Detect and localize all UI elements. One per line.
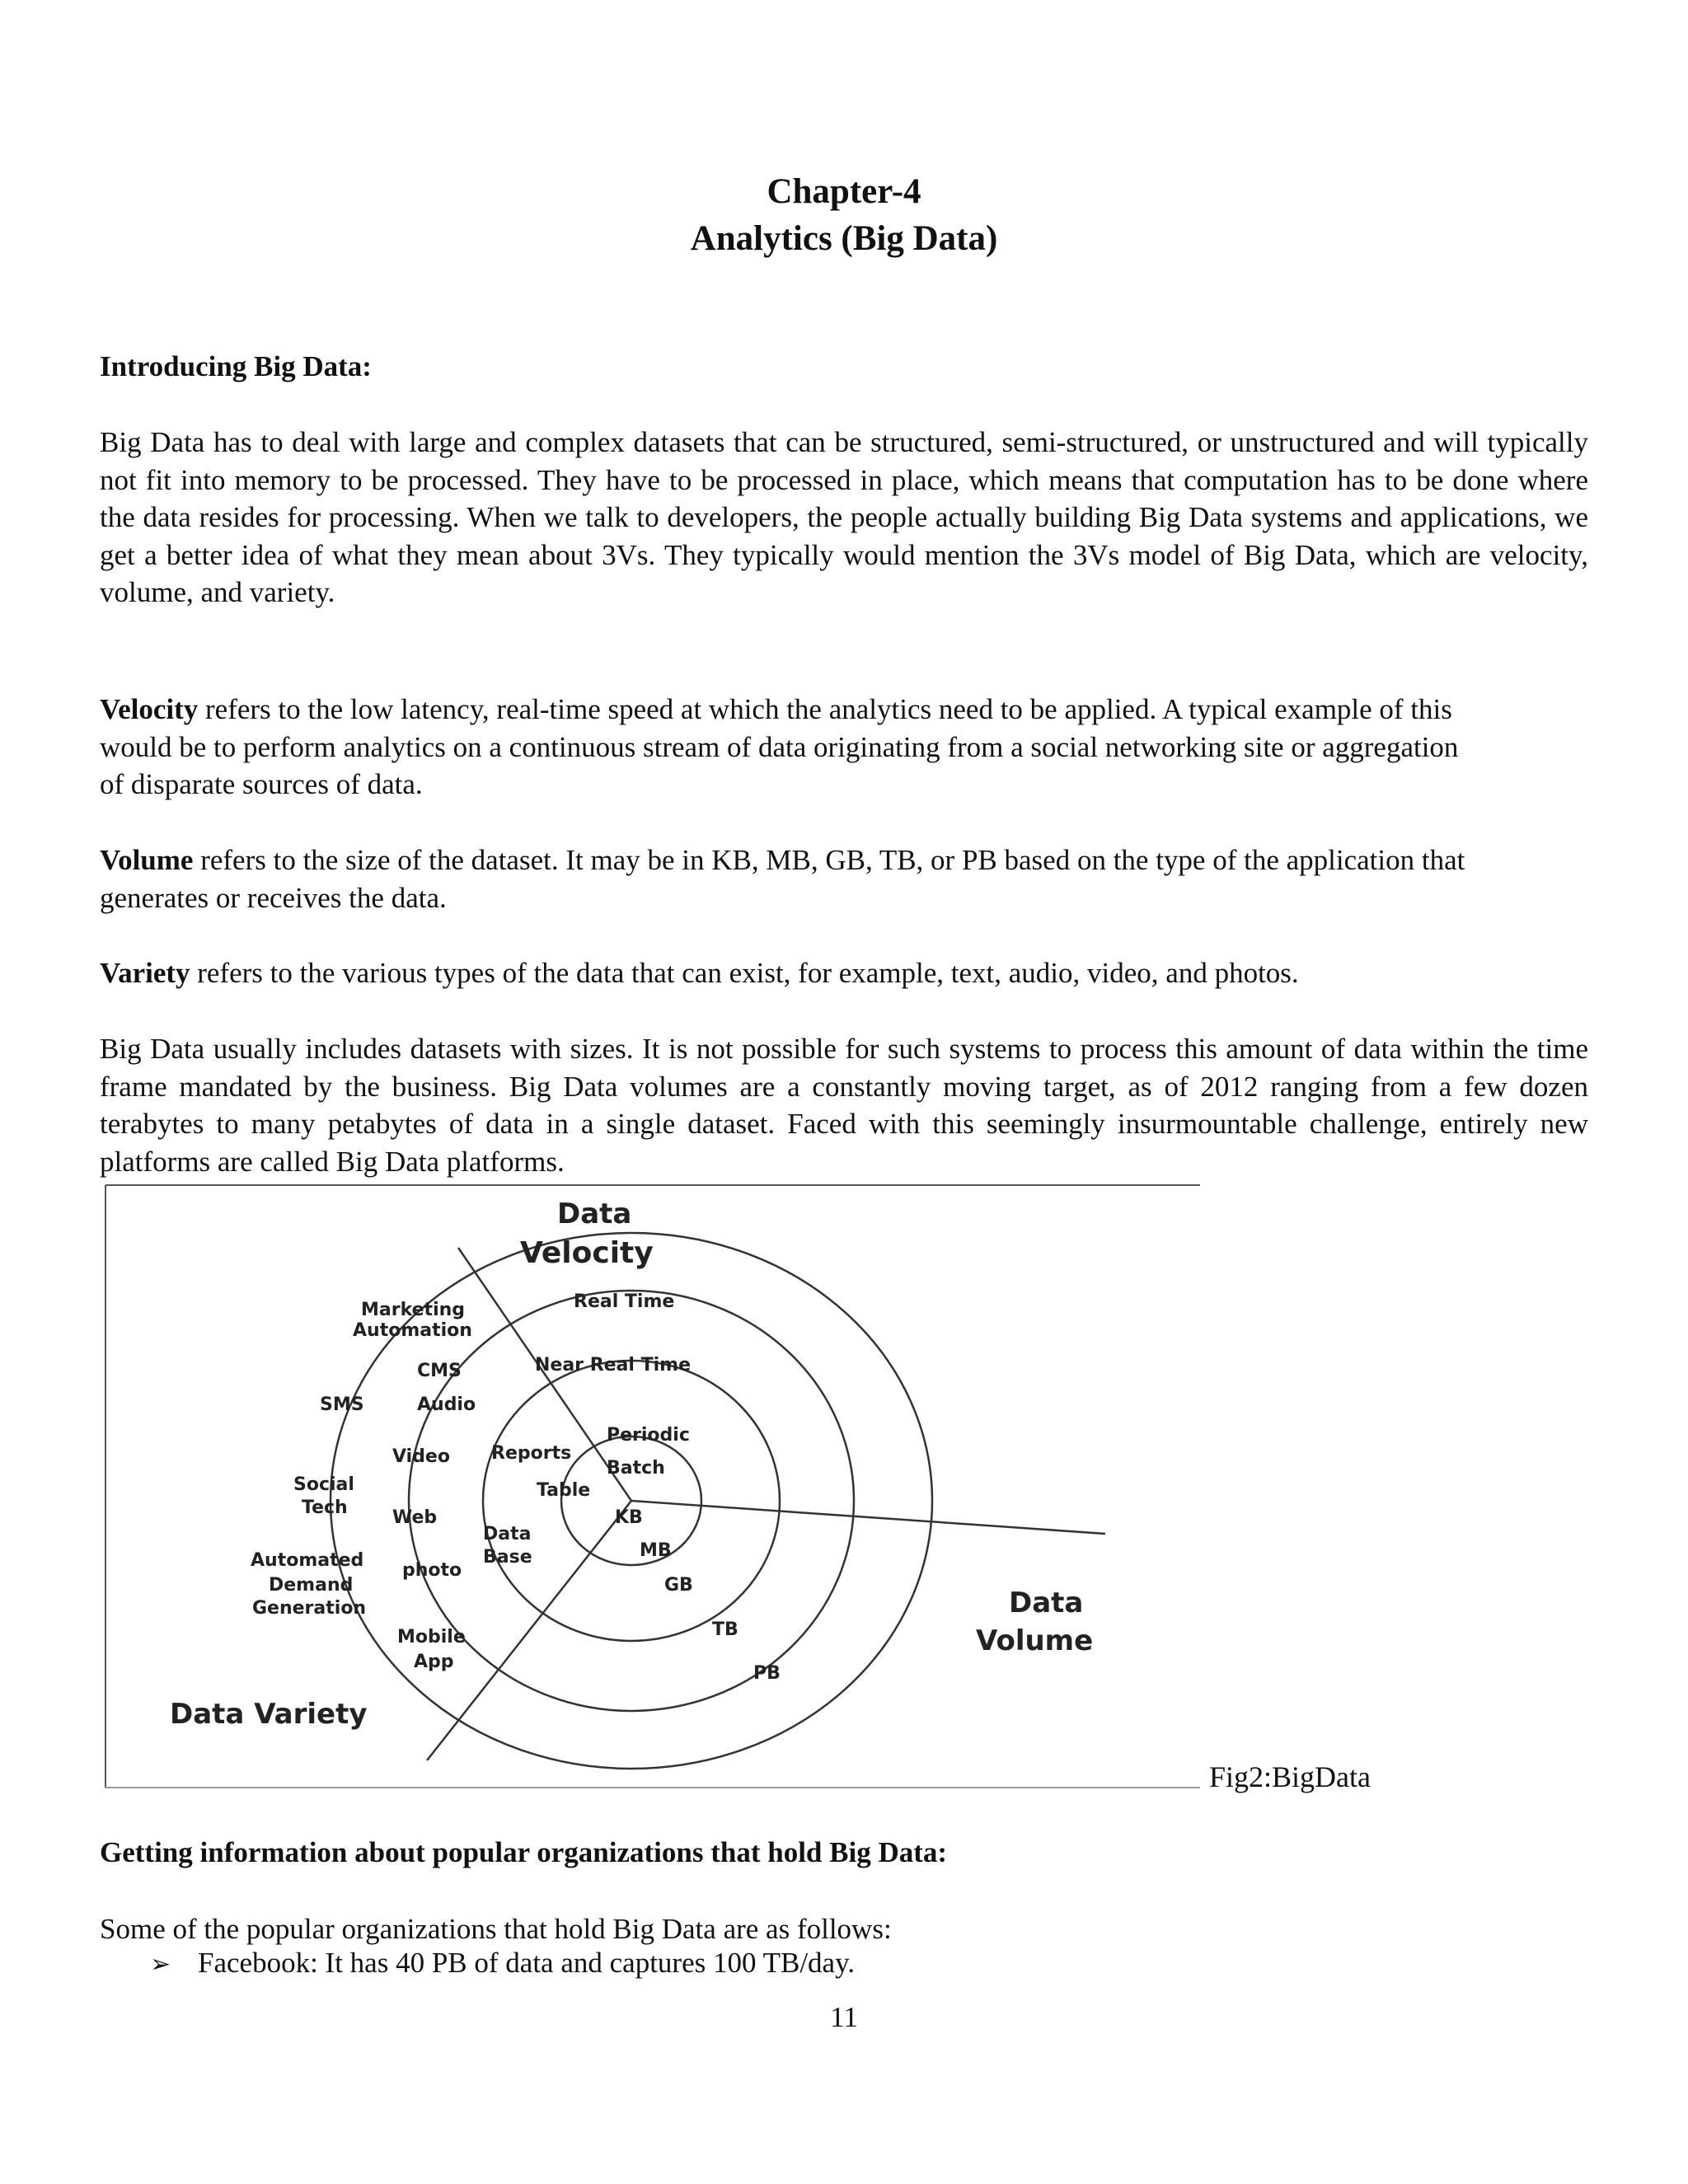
variety-label-photo: photo: [402, 1560, 462, 1581]
variety-label-base: Base: [483, 1547, 532, 1568]
velocity-term: Velocity: [100, 693, 199, 725]
variety-label-web: Web: [392, 1507, 438, 1528]
variety-label-sms: SMS: [320, 1394, 364, 1415]
axis-volume-label-1: Data: [1009, 1586, 1084, 1619]
volume-label-kb: KB: [615, 1507, 643, 1528]
velocity-paragraph: [100, 691, 1484, 804]
variety-label-video: Video: [392, 1446, 450, 1467]
velocity-label-real-time: Real Time: [574, 1291, 675, 1312]
velocity-label-near-real-time: Near Real Time: [535, 1355, 691, 1376]
axis-variety-label: Data Variety: [170, 1698, 368, 1731]
variety-label-cms: CMS: [417, 1361, 462, 1381]
variety-label-marketing: Marketing: [361, 1300, 466, 1320]
list-item: [150, 1947, 855, 1980]
page-number: 11: [830, 2001, 858, 2033]
volume-label-mb: MB: [640, 1540, 672, 1561]
volume-text: refers to the size of the dataset. It may be in KB, MB, GB, TB, or PB based on the type of the application that generates or receives the data.: [100, 844, 1465, 914]
variety-label-automation: Automation: [353, 1320, 472, 1341]
figure-caption: Fig2:BigData: [1209, 1760, 1371, 1793]
volume-term: Volume: [100, 844, 194, 876]
variety-label-demand: Demand: [269, 1575, 354, 1596]
intro-paragraph: Big Data has to deal with large and complex datasets that can be structured, semi-structured, or unstructured and will typically not fit into memory to be processed. They have to be processed in place, which means that computation has to be done where the data resides for processing. When we talk to developers, the people actually building Big Data systems and applications, we get a better idea of what they mean about 3Vs. They typically would mention the 3Vs model of Big Data, which are velocity, volume, and variety.: [100, 426, 1588, 608]
variety-label-data: Data: [483, 1524, 532, 1544]
volume-axis-line: [631, 1501, 1105, 1534]
variety-label-social: Social: [293, 1474, 354, 1495]
velocity-label-batch: Batch: [607, 1458, 665, 1479]
volume-label-gb: GB: [664, 1575, 693, 1596]
big-data-diagram: [104, 1183, 1200, 1789]
variety-label-mobile: Mobile: [397, 1627, 466, 1647]
variety-text: refers to the various types of the data that can exist, for example, text, audio, video, and photos.: [190, 957, 1299, 989]
organizations-intro: Some of the popular organizations that hold Big Data are as follows:: [100, 1913, 892, 1945]
variety-label-generation: Generation: [252, 1598, 367, 1619]
axis-velocity-label-1: Data: [557, 1197, 632, 1230]
variety-label-reports: Reports: [491, 1443, 572, 1464]
closing-paragraph: Big Data usually includes datasets with sizes. It is not possible for such systems to process this amount of data within the time frame mandated by the business. Big Data volumes are a constantly moving target, as of 2012 ranging from a few dozen terabytes to many petabytes of data in a single dataset. Faced with this seemingly insurmountable challenge, entirely new platforms are called Big Data platforms.: [100, 1033, 1588, 1178]
axis-volume-label-2: Volume: [976, 1624, 1094, 1657]
volume-labels: [615, 1507, 781, 1684]
chapter-title: Analytics (Big Data): [690, 219, 998, 258]
section-heading-introducing: Introducing Big Data:: [100, 350, 372, 382]
volume-paragraph: [100, 841, 1484, 916]
list-item-text: Facebook: It has 40 PB of data and captures 100 TB/day.: [198, 1947, 856, 1979]
variety-label-app: App: [414, 1652, 454, 1672]
axis-velocity-label-2: Velocity: [520, 1236, 654, 1270]
variety-term: Variety: [100, 957, 190, 989]
variety-label-table: Table: [537, 1480, 591, 1501]
section-heading-organizations: Getting information about popular organizations that hold Big Data:: [100, 1836, 948, 1868]
variety-label-audio: Audio: [417, 1394, 476, 1415]
velocity-label-periodic: Periodic: [607, 1425, 690, 1446]
variety-paragraph: [100, 954, 1484, 992]
volume-label-tb: TB: [712, 1619, 738, 1640]
arrow-bullet-icon: ➢: [150, 1950, 171, 1979]
variety-label-automated: Automated: [251, 1550, 364, 1571]
chapter-number: Chapter-4: [767, 172, 921, 211]
variety-label-tech: Tech: [302, 1497, 348, 1518]
velocity-text: refers to the low latency, real-time speed at which the analytics need to be applied. A typical example of this would be to perform analytics on a continuous stream of data originating from a social networking site or aggregation of disparate sources of data.: [100, 693, 1459, 800]
volume-label-pb: PB: [753, 1663, 781, 1684]
